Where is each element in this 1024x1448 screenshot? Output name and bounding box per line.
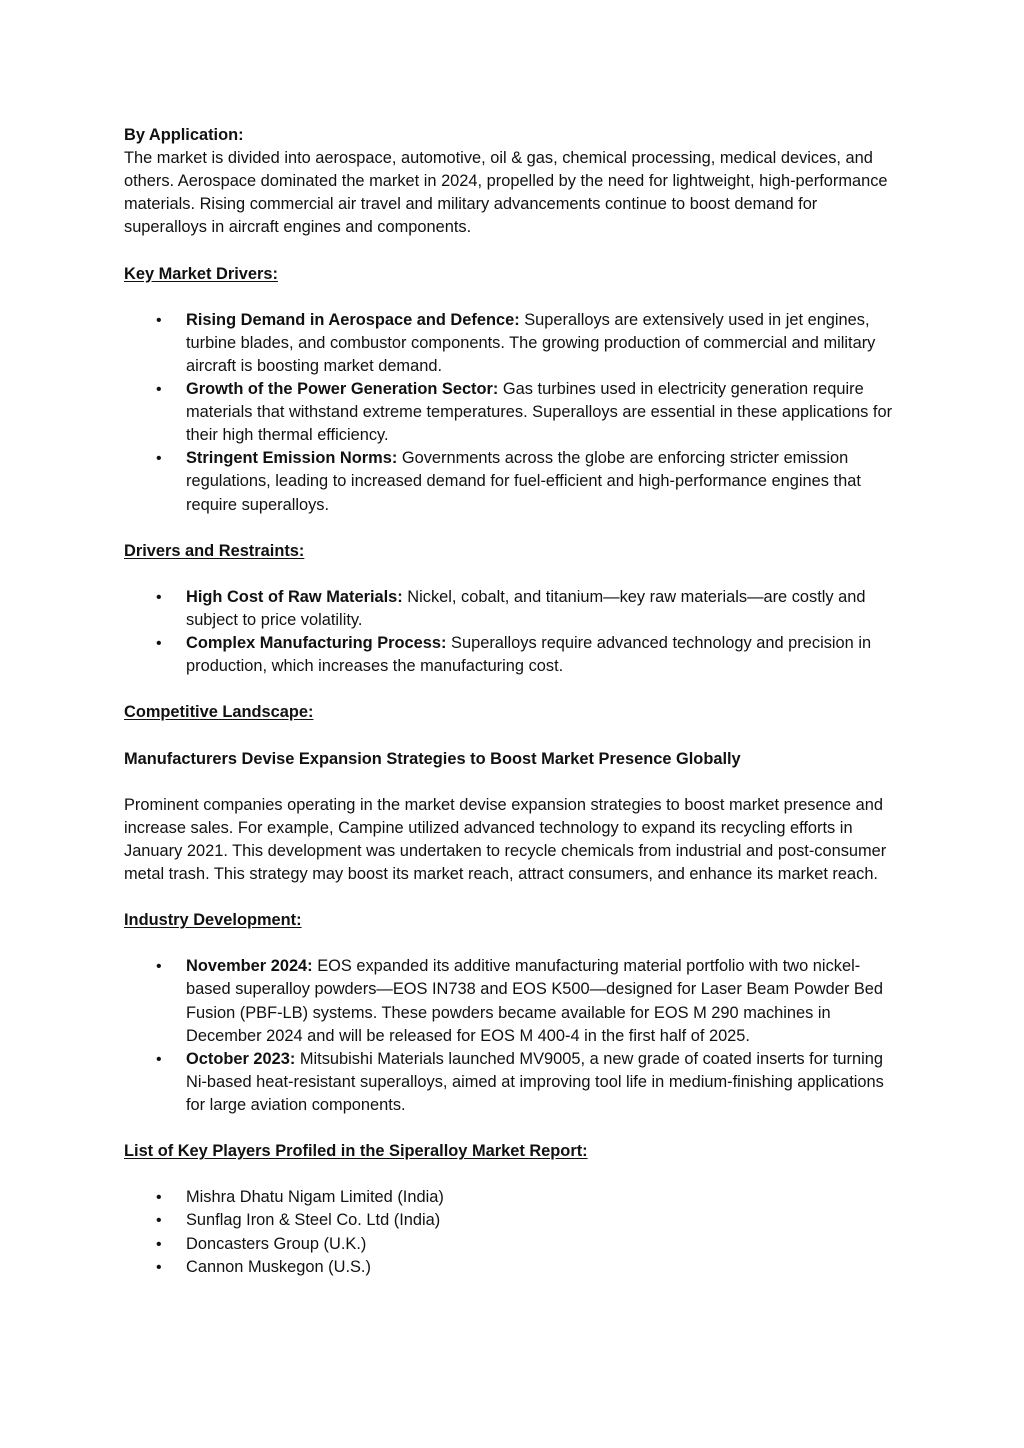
item-text: EOS expanded its additive manufacturing material portfolio with two nickel-based superalloy powders—EOS IN738 and EOS K500—designed for Laser Beam Powder Bed Fusion (PBF-LB) systems. These powders became available for EOS M 290 machines in December 2024 and will be released for EOS M 400-4 in the first half of 2025. bbox=[186, 957, 884, 1045]
list-item: • Cannon Muskegon (U.S.) bbox=[124, 1256, 904, 1279]
list-item bbox=[124, 1048, 904, 1117]
item-label: Complex Manufacturing Process: bbox=[186, 634, 447, 653]
item-text: Mitsubishi Materials launched MV9005, a new grade of coated inserts for turning Ni-based heat-resistant superalloys, aimed at improving tool life in medium-finishing applications for large aviation components. bbox=[186, 1049, 884, 1114]
by-application-text: The market is divided into aerospace, automotive, oil & gas, chemical processing, medical devices, and others. Aerospace dominated the market in 2024, propelled by the need for lightweight, high-performance materials. Rising commercial air travel and military advancements continue to boost demand for superalloys in aircraft engines and components. bbox=[124, 149, 888, 237]
drivers-restraints-list bbox=[124, 586, 904, 678]
key-market-drivers-heading: Key Market Drivers: bbox=[124, 264, 278, 283]
industry-development-heading: Industry Development: bbox=[124, 911, 302, 930]
competitive-landscape-text: Prominent companies operating in the market devise expansion strategies to boost market presence and increase sales. For example, Campine utilized advanced technology to expand its recycling efforts in January 2021. This development was undertaken to recycle chemicals from industrial and post-consumer metal trash. This strategy may boost its market reach, attract consumers, and enhance its market reach. bbox=[124, 795, 887, 883]
list-item bbox=[124, 447, 904, 516]
item-text: Superalloys are extensively used in jet engines, turbine blades, and combustor components. The growing production of commercial and military aircraft is boosting market demand. bbox=[186, 310, 876, 375]
list-item: • Sunflag Iron & Steel Co. Ltd (India) bbox=[124, 1209, 904, 1232]
item-label: High Cost of Raw Materials: bbox=[186, 587, 403, 606]
item-text: Nickel, cobalt, and titanium—key raw materials—are costly and subject to price volatility. bbox=[186, 587, 866, 629]
list-item: • Mishra Dhatu Nigam Limited (India) bbox=[124, 1186, 904, 1209]
competitive-landscape-subheading: Manufacturers Devise Expansion Strategies to Boost Market Presence Globally bbox=[124, 749, 741, 768]
list-item bbox=[124, 955, 904, 1047]
item-label: November 2024: bbox=[186, 957, 313, 976]
item-label: October 2023: bbox=[186, 1049, 296, 1068]
item-text: Governments across the globe are enforcing stricter emission regulations, leading to increased demand for fuel-efficient and high-performance engines that require superalloys. bbox=[186, 449, 861, 514]
item-label: Growth of the Power Generation Sector: bbox=[186, 380, 499, 399]
key-players-heading: List of Key Players Profiled in the Siperalloy Market Report: bbox=[124, 1142, 588, 1161]
key-players-list bbox=[124, 1186, 904, 1278]
competitive-landscape-heading: Competitive Landscape: bbox=[124, 703, 314, 722]
item-text: Superalloys require advanced technology and precision in production, which increases the manufacturing cost. bbox=[186, 634, 872, 676]
list-item bbox=[124, 632, 904, 678]
drivers-restraints-heading: Drivers and Restraints: bbox=[124, 541, 305, 560]
key-market-drivers-list bbox=[124, 309, 904, 517]
item-label: Rising Demand in Aerospace and Defence: bbox=[186, 310, 520, 329]
by-application-heading: By Application: bbox=[124, 126, 244, 144]
list-item bbox=[124, 309, 904, 378]
industry-development-list bbox=[124, 955, 904, 1117]
list-item: • Doncasters Group (U.K.) bbox=[124, 1233, 904, 1256]
item-text: Gas turbines used in electricity generation require materials that withstand extreme temperatures. Superalloys are essential in these applications for their high thermal efficiency. bbox=[186, 380, 893, 445]
item-label: Stringent Emission Norms: bbox=[186, 449, 398, 468]
list-item bbox=[124, 378, 904, 447]
list-item bbox=[124, 586, 904, 632]
